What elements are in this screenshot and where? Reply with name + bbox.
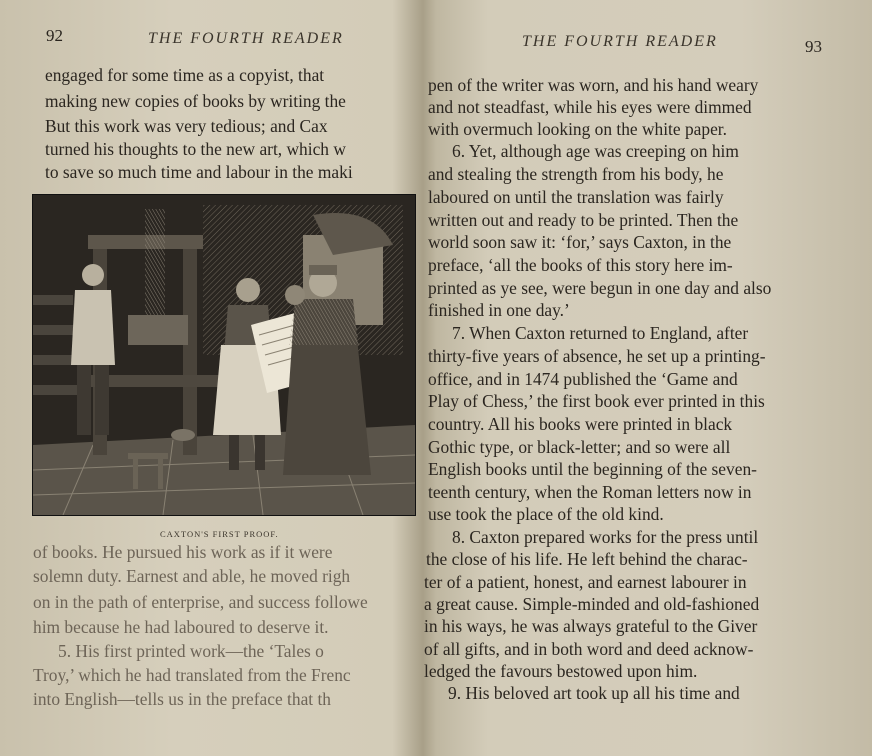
- text-line: laboured on until the translation was fairly: [428, 187, 724, 207]
- text-line: the close of his life. He left behind the charac-: [426, 549, 748, 569]
- text-line: 5. His first printed work—the ‘Tales o: [58, 641, 324, 661]
- text-line: use took the place of the old kind.: [428, 504, 664, 524]
- text-line: Gothic type, or black-letter; and so were all: [428, 437, 731, 457]
- text-line: preface, ‘all the books of this story here im-: [428, 255, 733, 275]
- text-line: of all gifts, and in both word and deed acknow-: [424, 639, 754, 659]
- text-line: into English—tells us in the preface that th: [33, 689, 331, 709]
- text-line: 6. Yet, although age was creeping on him: [452, 141, 739, 161]
- text-line: ter of a patient, honest, and earnest labourer in: [424, 572, 747, 592]
- text-line: 9. His beloved art took up all his time and: [448, 683, 740, 703]
- text-line: printed as ye see, were begun in one day and also: [428, 278, 772, 298]
- text-line: with overmuch looking on the white paper.: [428, 119, 727, 139]
- text-line: and stealing the strength from his body, he: [428, 164, 724, 184]
- text-line: engaged for some time as a copyist, that: [45, 65, 325, 85]
- running-head-right: THE FOURTH READER: [522, 33, 718, 50]
- text-line: teenth century, when the Roman letters now in: [428, 482, 752, 502]
- text-line: on in the path of enterprise, and success followe: [33, 592, 368, 612]
- text-line: solemn duty. Earnest and able, he moved righ: [33, 566, 351, 586]
- text-line: turned his thoughts to the new art, which w: [45, 139, 346, 159]
- text-line: English books until the beginning of the seven-: [428, 459, 757, 479]
- engraving-illustration: [32, 194, 416, 516]
- text-line: thirty-five years of absence, he set up a printing-: [428, 346, 766, 366]
- text-line: Troy,’ which he had translated from the Frenc: [33, 665, 351, 685]
- text-line: pen of the writer was worn, and his hand weary: [428, 75, 759, 95]
- text-line: 8. Caxton prepared works for the press until: [452, 527, 759, 547]
- text-line: world soon saw it: ‘for,’ says Caxton, in the: [428, 232, 732, 252]
- text-line: country. All his books were printed in black: [428, 414, 733, 434]
- page-number-left: 92: [46, 26, 63, 45]
- right-page: [422, 0, 872, 756]
- text-line: to save so much time and labour in the maki: [45, 162, 353, 182]
- text-line: Play of Chess,’ the first book ever printed in this: [428, 391, 765, 411]
- illustration-caption: CAXTON'S FIRST PROOF.: [160, 529, 279, 539]
- text-line: written out and ready to be printed. Then the: [428, 210, 739, 230]
- text-line: and not steadfast, while his eyes were dimmed: [428, 97, 752, 117]
- text-line: making new copies of books by writing the: [45, 91, 346, 111]
- text-line: of books. He pursued his work as if it were: [33, 542, 333, 562]
- printing-press-engraving: [33, 195, 415, 515]
- text-line: in his ways, he was always grateful to the Giver: [424, 616, 758, 636]
- page-number-right: 93: [805, 37, 822, 56]
- text-line: ledged the favours bestowed upon him.: [424, 661, 698, 681]
- text-line: finished in one day.’: [428, 300, 570, 320]
- text-line: him because he had laboured to deserve it.: [33, 617, 329, 637]
- text-line: But this work was very tedious; and Cax: [45, 116, 328, 136]
- left-page: [0, 0, 420, 756]
- text-line: a great cause. Simple-minded and old-fashioned: [424, 594, 760, 614]
- running-head-left: THE FOURTH READER: [148, 30, 344, 47]
- text-line: 7. When Caxton returned to England, after: [452, 323, 749, 343]
- text-line: office, and in 1474 published the ‘Game and: [428, 369, 738, 389]
